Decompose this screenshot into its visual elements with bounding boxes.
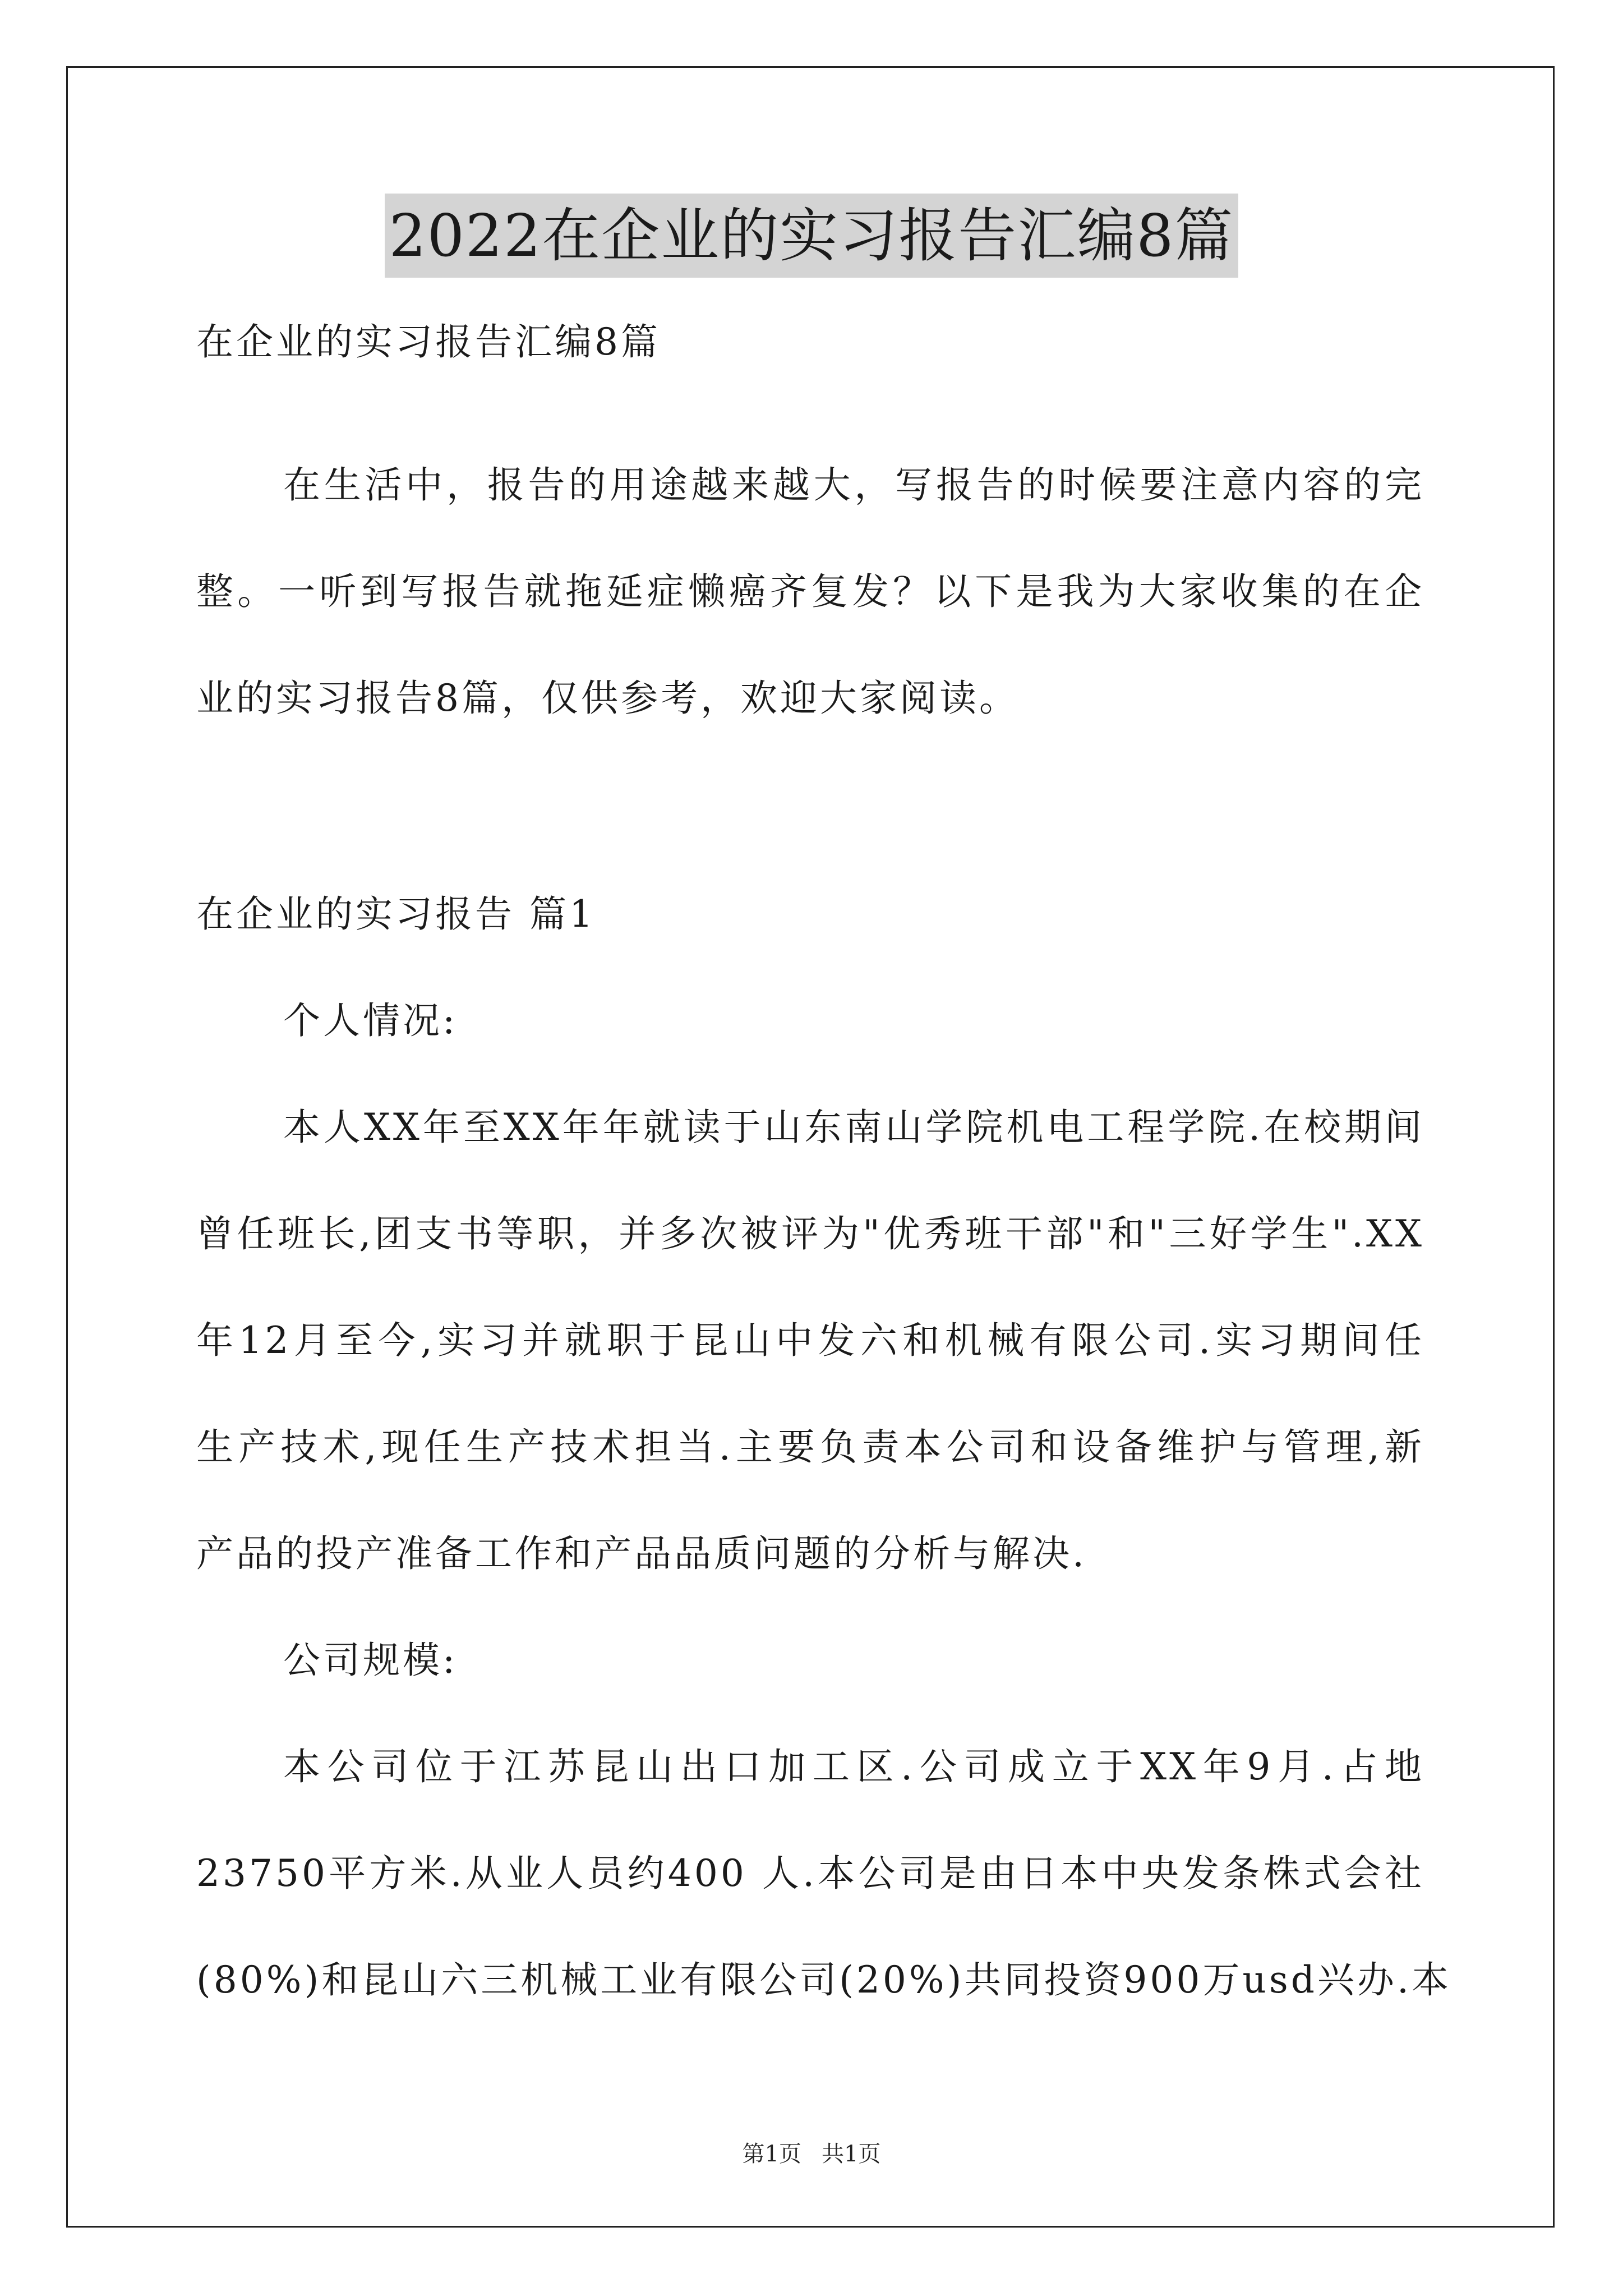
- company-line-3: (80%)和昆山六三机械工业有限公司(20%)共同投资900万usd兴办.本: [196, 1958, 1451, 2001]
- company-line-2: 23750平方米.从业人员约400 人.本公司是由日本中央发条株式会社: [196, 1852, 1424, 1895]
- intro-line-1: 在生活中，报告的用途越来越大，写报告的时候要注意内容的完: [283, 463, 1424, 507]
- personal-heading: 个人情况:: [283, 999, 458, 1042]
- company-line-1: 本公司位于江苏昆山出口加工区.公司成立于XX年9月.占地: [283, 1745, 1424, 1788]
- personal-line-1: 本人XX年至XX年年就读于山东南山学院机电工程学院.在校期间: [283, 1106, 1424, 1149]
- page-number: 第1页: [742, 2141, 801, 2167]
- section-heading: 在企业的实习报告 篇1: [196, 892, 596, 936]
- personal-line-4: 生产技术,现任生产技术担当.主要负责本公司和设备维护与管理,新: [196, 1425, 1424, 1469]
- page-total: 共1页: [822, 2141, 881, 2167]
- intro-line-2: 整。一听到写报告就拖延症懒癌齐复发？以下是我为大家收集的在企: [196, 570, 1424, 613]
- company-heading: 公司规模:: [283, 1639, 458, 1682]
- page-footer: [0, 2137, 1623, 2171]
- personal-line-2: 曾任班长,团支书等职，并多次被评为"优秀班干部"和"三好学生".XX: [196, 1212, 1424, 1255]
- personal-line-5: 产品的投产准备工作和产品品质问题的分析与解决.: [196, 1532, 1087, 1575]
- intro-line-3: 业的实习报告8篇，仅供参考，欢迎大家阅读。: [196, 677, 1019, 720]
- personal-line-3: 年12月至今,实习并就职于昆山中发六和机械有限公司.实习期间任: [196, 1319, 1424, 1362]
- document-title: 2022在企业的实习报告汇编8篇: [385, 194, 1239, 278]
- title-container: [0, 194, 1623, 278]
- subtitle-line: 在企业的实习报告汇编8篇: [196, 320, 661, 364]
